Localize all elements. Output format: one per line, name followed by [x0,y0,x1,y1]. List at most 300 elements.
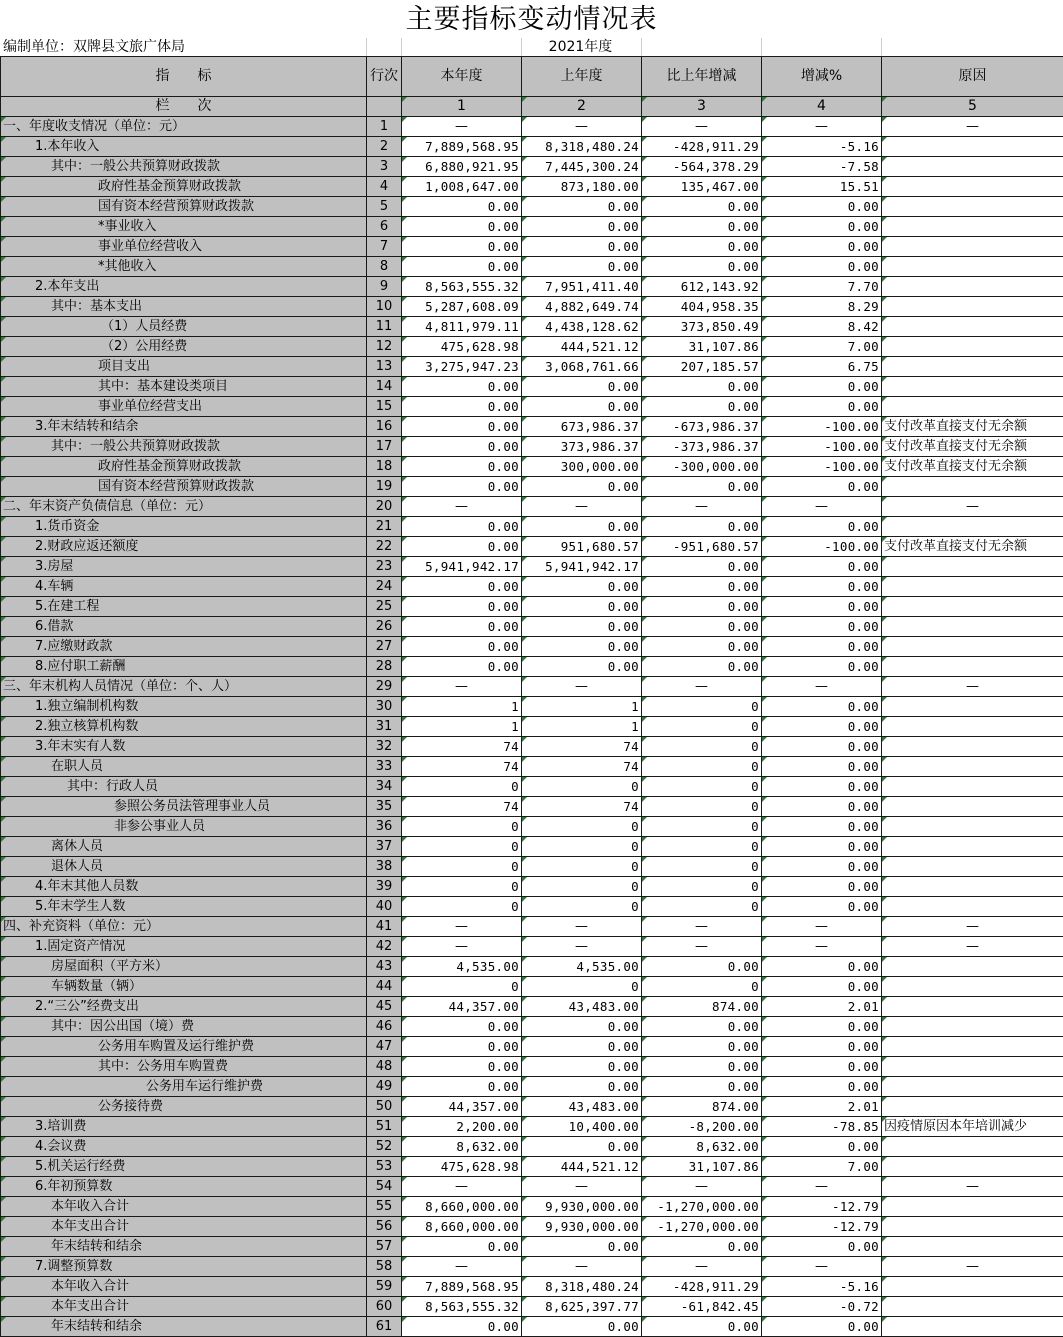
row-label: 4.车辆 [1,577,367,597]
row-seq: 28 [367,657,402,677]
row-current-year: 0.00 [402,217,522,237]
row-difference: -951,680.57 [642,537,762,557]
row-percent: — [762,1177,882,1197]
row-reason [882,477,1063,497]
row-percent: — [762,117,882,137]
table-row [1,317,1063,337]
row-current-year: 1 [402,717,522,737]
row-label: 7.调整预算数 [1,1257,367,1277]
row-label: 其中：基本支出 [1,297,367,317]
table-row [1,817,1063,837]
row-difference: 0.00 [642,577,762,597]
row-reason [882,217,1063,237]
row-current-year: 0 [402,977,522,997]
row-difference: 373,850.49 [642,317,762,337]
row-seq: 27 [367,637,402,657]
table-body [1,117,1063,1337]
row-label: 公务接待费 [1,1097,367,1117]
row-current-year: 475,628.98 [402,337,522,357]
table-row [1,877,1063,897]
row-current-year: — [402,937,522,957]
row-previous-year: 9,930,000.00 [522,1197,642,1217]
row-seq: 46 [367,1017,402,1037]
row-current-year: 3,275,947.23 [402,357,522,377]
column-index-label: 栏 次 [1,97,367,117]
table-row [1,697,1063,717]
row-difference: 135,467.00 [642,177,762,197]
row-previous-year: 0.00 [522,397,642,417]
row-reason [882,837,1063,857]
row-reason: — [882,1177,1063,1197]
fiscal-year: 2021年度 [401,38,760,56]
page-title: 主要指标变动情况表 [0,0,1063,38]
header-row [1,57,1063,97]
row-difference: 0.00 [642,1237,762,1257]
row-previous-year: — [522,1257,642,1277]
row-difference: -300,000.00 [642,457,762,477]
row-percent: 0.00 [762,1077,882,1097]
row-label: 4.年末其他人员数 [1,877,367,897]
row-percent: 0.00 [762,257,882,277]
row-percent: 8.42 [762,317,882,337]
table-row [1,457,1063,477]
row-difference: 0.00 [642,617,762,637]
table-row [1,117,1063,137]
row-reason [882,377,1063,397]
row-previous-year: 0 [522,857,642,877]
row-seq: 26 [367,617,402,637]
row-seq: 2 [367,137,402,157]
row-reason: — [882,497,1063,517]
row-reason [882,997,1063,1017]
table-row [1,977,1063,997]
row-previous-year: 8,318,480.24 [522,1277,642,1297]
row-previous-year: 43,483.00 [522,1097,642,1117]
row-reason [882,757,1063,777]
row-previous-year: 4,438,128.62 [522,317,642,337]
header-previous-year: 上年度 [522,57,642,97]
row-label: 2.独立核算机构数 [1,717,367,737]
row-label: 政府性基金预算财政拨款 [1,457,367,477]
row-difference: — [642,1257,762,1277]
row-reason [882,597,1063,617]
row-previous-year: — [522,917,642,937]
row-previous-year: 0 [522,897,642,917]
row-seq: 58 [367,1257,402,1277]
table-row [1,577,1063,597]
row-seq: 11 [367,317,402,337]
row-reason [882,357,1063,377]
row-label: 7.应缴财政款 [1,637,367,657]
table-row [1,1177,1063,1197]
row-current-year: 0 [402,777,522,797]
row-percent: 0.00 [762,837,882,857]
row-reason [882,1237,1063,1257]
row-reason [882,157,1063,177]
row-current-year: 0.00 [402,617,522,637]
row-reason [882,1297,1063,1317]
row-difference: 0.00 [642,957,762,977]
row-percent: -100.00 [762,417,882,437]
row-reason [882,797,1063,817]
row-previous-year: 0.00 [522,377,642,397]
row-current-year: 0 [402,817,522,837]
reporting-unit: 编制单位：双牌县文旅广体局 [3,38,185,56]
row-reason: 支付改革直接支付无余额 [882,537,1063,557]
row-current-year: 8,632.00 [402,1137,522,1157]
row-label: 5.机关运行经费 [1,1157,367,1177]
row-difference: 0 [642,877,762,897]
row-current-year: 0.00 [402,397,522,417]
table-row [1,777,1063,797]
row-reason [882,1277,1063,1297]
row-label: 1.货币资金 [1,517,367,537]
row-previous-year: 0.00 [522,237,642,257]
row-previous-year: 43,483.00 [522,997,642,1017]
table-row [1,357,1063,377]
row-label: *其他收入 [1,257,367,277]
row-difference: 404,958.35 [642,297,762,317]
row-seq: 24 [367,577,402,597]
row-percent: 0.00 [762,757,882,777]
row-difference: 0 [642,737,762,757]
row-seq: 14 [367,377,402,397]
row-difference: 0 [642,857,762,877]
row-reason [882,317,1063,337]
row-current-year: — [402,1257,522,1277]
row-current-year: 8,563,555.32 [402,1297,522,1317]
row-label: 年末结转和结余 [1,1237,367,1257]
table-row [1,917,1063,937]
row-seq: 15 [367,397,402,417]
row-percent: 15.51 [762,177,882,197]
row-label: 本年支出合计 [1,1297,367,1317]
row-previous-year: 0.00 [522,597,642,617]
row-previous-year: 0.00 [522,1077,642,1097]
table-row [1,857,1063,877]
row-percent: 0.00 [762,597,882,617]
row-percent: 0.00 [762,1237,882,1257]
row-label: （1）人员经费 [1,317,367,337]
row-reason [882,877,1063,897]
row-difference: -428,911.29 [642,137,762,157]
row-difference: 0.00 [642,1017,762,1037]
row-previous-year: 10,400.00 [522,1117,642,1137]
row-reason [882,277,1063,297]
row-previous-year: 7,951,411.40 [522,277,642,297]
row-seq: 17 [367,437,402,457]
row-previous-year: 7,445,300.24 [522,157,642,177]
row-label: 2.本年支出 [1,277,367,297]
row-previous-year: 1 [522,697,642,717]
row-label: 5.年末学生人数 [1,897,367,917]
row-current-year: 0.00 [402,257,522,277]
row-difference: -564,378.29 [642,157,762,177]
indicator-table [0,56,1063,1337]
row-seq: 18 [367,457,402,477]
row-label: 年末结转和结余 [1,1317,367,1337]
row-percent: 0.00 [762,197,882,217]
row-difference: -673,986.37 [642,417,762,437]
row-current-year: 5,941,942.17 [402,557,522,577]
row-reason [882,1197,1063,1217]
table-row [1,217,1063,237]
row-reason [882,1137,1063,1157]
row-difference: -1,270,000.00 [642,1197,762,1217]
row-current-year: 0.00 [402,537,522,557]
row-reason [882,1017,1063,1037]
row-seq: 8 [367,257,402,277]
row-label: 在职人员 [1,757,367,777]
table-row [1,1037,1063,1057]
row-current-year: — [402,1177,522,1197]
row-label: 事业单位经营支出 [1,397,367,417]
table-row [1,897,1063,917]
row-seq: 29 [367,677,402,697]
row-seq: 44 [367,977,402,997]
row-current-year: 1 [402,697,522,717]
row-reason [882,1057,1063,1077]
row-previous-year: 4,882,649.74 [522,297,642,317]
row-reason [882,1037,1063,1057]
row-reason [882,737,1063,757]
row-previous-year: — [522,937,642,957]
row-difference: 207,185.57 [642,357,762,377]
row-difference: 0.00 [642,237,762,257]
row-seq: 16 [367,417,402,437]
row-percent: 0.00 [762,857,882,877]
row-current-year: 0.00 [402,197,522,217]
row-current-year: 0.00 [402,237,522,257]
table-row [1,1157,1063,1177]
row-previous-year: 74 [522,757,642,777]
row-label: 国有资本经营预算财政拨款 [1,197,367,217]
row-reason: 因疫情原因本年培训减少 [882,1117,1063,1137]
row-current-year: 0.00 [402,657,522,677]
row-seq: 36 [367,817,402,837]
row-label: 四、补充资料（单位：元） [1,917,367,937]
row-previous-year: 0.00 [522,637,642,657]
row-previous-year: 673,986.37 [522,417,642,437]
table-row [1,377,1063,397]
row-reason: 支付改革直接支付无余额 [882,417,1063,437]
row-difference: 612,143.92 [642,277,762,297]
row-percent: — [762,937,882,957]
row-percent: 0.00 [762,1017,882,1037]
row-seq: 48 [367,1057,402,1077]
column-index-seq [367,97,402,117]
row-difference: — [642,937,762,957]
table-row [1,1197,1063,1217]
row-percent: 0.00 [762,1317,882,1337]
row-current-year: 4,811,979.11 [402,317,522,337]
row-reason [882,657,1063,677]
row-percent: 0.00 [762,577,882,597]
row-seq: 5 [367,197,402,217]
table-row [1,397,1063,417]
row-current-year: 0.00 [402,597,522,617]
row-current-year: 0.00 [402,517,522,537]
row-label: 一、年度收支情况（单位：元） [1,117,367,137]
row-difference: — [642,1177,762,1197]
row-previous-year: 0.00 [522,477,642,497]
row-label: 非参公事业人员 [1,817,367,837]
row-percent: 0.00 [762,797,882,817]
table-row [1,1217,1063,1237]
row-reason [882,197,1063,217]
table-row [1,757,1063,777]
row-percent: — [762,917,882,937]
row-seq: 30 [367,697,402,717]
row-difference: 0.00 [642,217,762,237]
table-row [1,437,1063,457]
row-reason: — [882,1257,1063,1277]
row-previous-year: 9,930,000.00 [522,1217,642,1237]
row-percent: -78.85 [762,1117,882,1137]
row-difference: -8,200.00 [642,1117,762,1137]
row-label: 1.本年收入 [1,137,367,157]
row-label: （2）公用经费 [1,337,367,357]
row-label: 公务用车购置及运行维护费 [1,1037,367,1057]
row-percent: 0.00 [762,557,882,577]
row-current-year: 0 [402,897,522,917]
row-label: 1.独立编制机构数 [1,697,367,717]
row-label: 二、年末资产负债信息（单位：元） [1,497,367,517]
row-previous-year: 0 [522,877,642,897]
row-percent: 0.00 [762,817,882,837]
row-previous-year: 0 [522,817,642,837]
row-difference: 0.00 [642,657,762,677]
row-label: 国有资本经营预算财政拨款 [1,477,367,497]
row-seq: 25 [367,597,402,617]
table-row [1,957,1063,977]
column-index-1: 1 [402,97,522,117]
row-seq: 33 [367,757,402,777]
row-percent: 2.01 [762,997,882,1017]
table-row [1,797,1063,817]
row-current-year: 6,880,921.95 [402,157,522,177]
row-percent: 0.00 [762,517,882,537]
row-percent: 0.00 [762,477,882,497]
row-label: 其中：行政人员 [1,777,367,797]
table-row [1,617,1063,637]
row-percent: — [762,677,882,697]
row-seq: 40 [367,897,402,917]
row-label: 8.应付职工薪酬 [1,657,367,677]
row-percent: 0.00 [762,977,882,997]
row-percent: 0.00 [762,737,882,757]
row-reason [882,977,1063,997]
row-previous-year: 74 [522,797,642,817]
row-difference: 874.00 [642,997,762,1017]
row-difference: 31,107.86 [642,1157,762,1177]
column-index-4: 4 [762,97,882,117]
table-row [1,1077,1063,1097]
row-label: 3.房屋 [1,557,367,577]
row-previous-year: 373,986.37 [522,437,642,457]
table-row [1,497,1063,517]
row-seq: 23 [367,557,402,577]
row-reason [882,957,1063,977]
row-label: *事业收入 [1,217,367,237]
row-percent: — [762,497,882,517]
row-reason [882,1077,1063,1097]
row-reason [882,717,1063,737]
row-reason [882,857,1063,877]
row-percent: -100.00 [762,437,882,457]
row-seq: 35 [367,797,402,817]
table-row [1,237,1063,257]
row-difference: — [642,677,762,697]
row-current-year: — [402,117,522,137]
column-index-3: 3 [642,97,762,117]
row-percent: 2.01 [762,1097,882,1117]
row-difference: 0 [642,797,762,817]
table-row [1,257,1063,277]
row-current-year: — [402,497,522,517]
row-reason [882,697,1063,717]
table-row [1,997,1063,1017]
row-seq: 52 [367,1137,402,1157]
header-percent: 增减% [762,57,882,97]
row-reason [882,1217,1063,1237]
row-seq: 50 [367,1097,402,1117]
row-previous-year: 0 [522,977,642,997]
row-current-year: 0.00 [402,1077,522,1097]
row-percent: -100.00 [762,537,882,557]
row-percent: 0.00 [762,897,882,917]
header-difference: 比上年增减 [642,57,762,97]
table-row [1,157,1063,177]
row-percent: 0.00 [762,1137,882,1157]
row-label: 其中：基本建设类项目 [1,377,367,397]
row-difference: 0.00 [642,477,762,497]
row-seq: 12 [367,337,402,357]
row-label: 本年支出合计 [1,1217,367,1237]
row-label: 车辆数量（辆） [1,977,367,997]
row-previous-year: 300,000.00 [522,457,642,477]
row-difference: 0.00 [642,597,762,617]
row-current-year: 0 [402,877,522,897]
table-row [1,1237,1063,1257]
row-reason: — [882,117,1063,137]
row-seq: 51 [367,1117,402,1137]
row-percent: 0.00 [762,957,882,977]
row-reason [882,897,1063,917]
row-percent: 0.00 [762,237,882,257]
row-current-year: 8,660,000.00 [402,1217,522,1237]
row-seq: 53 [367,1157,402,1177]
row-percent: 0.00 [762,657,882,677]
row-seq: 57 [367,1237,402,1257]
row-reason [882,237,1063,257]
row-current-year: 8,563,555.32 [402,277,522,297]
header-reason: 原因 [882,57,1063,97]
row-difference: 874.00 [642,1097,762,1117]
table-row [1,297,1063,317]
row-previous-year: 444,521.12 [522,337,642,357]
row-difference: -373,986.37 [642,437,762,457]
row-percent: 7.00 [762,1157,882,1177]
row-percent: 7.00 [762,337,882,357]
row-reason [882,557,1063,577]
row-current-year: 4,535.00 [402,957,522,977]
row-percent: -0.72 [762,1297,882,1317]
row-current-year: 0.00 [402,577,522,597]
row-difference: 0 [642,717,762,737]
row-difference: 0 [642,777,762,797]
row-difference: 0 [642,697,762,717]
